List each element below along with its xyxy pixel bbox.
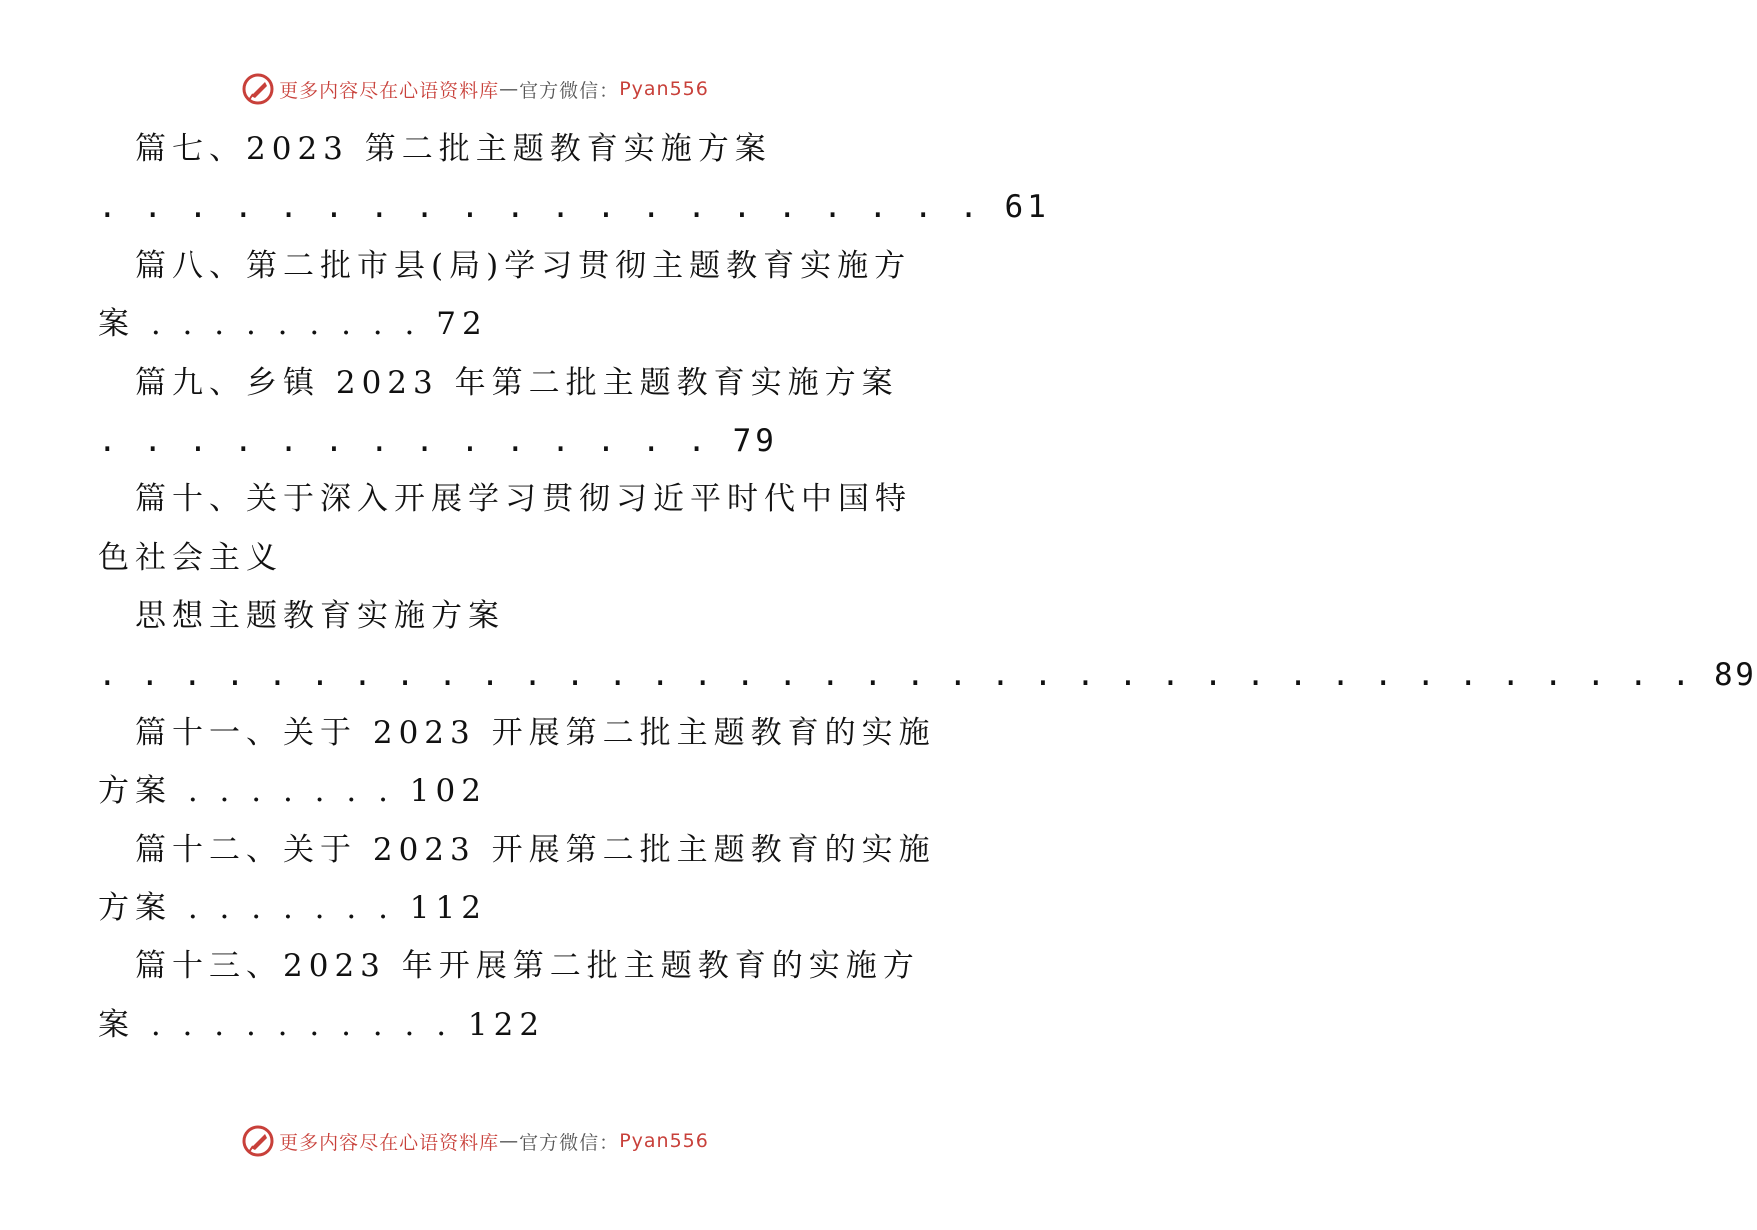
toc-line: 案 . . . . . . . . . . 122	[98, 1006, 546, 1043]
toc-leader-page: . . . . . . . . . . . . . . . . . . . . . . . . . . . . . . . . . . . . . . 89	[98, 656, 1757, 693]
toc-line: 案 . . . . . . . . . 72	[98, 306, 488, 343]
toc-leader-page: . . . . . . . . . . . . . . 79	[98, 422, 778, 459]
watermark-header	[0, 72, 950, 106]
toc-line: 色社会主义	[98, 539, 283, 576]
watermark-footer	[0, 1124, 950, 1158]
watermark-text: 更多内容尽在心语资料库	[279, 79, 500, 102]
toc-line: 篇八、第二批市县(局)学习贯彻主题教育实施方	[135, 247, 912, 284]
toc-line: 篇十三、2023 年开展第二批主题教育的实施方	[135, 948, 920, 985]
watermark-dash: —	[499, 78, 520, 100]
toc-leader-page: . . . . . . . . . . . . . . . . . . . . 61	[98, 189, 1050, 226]
toc-line: 思想主题教育实施方案	[135, 598, 505, 635]
toc-line: 篇十二、关于 2023 开展第二批主题教育的实施	[135, 831, 936, 868]
watermark-dash: —	[499, 1130, 520, 1152]
toc-line: 篇十、关于深入开展学习贯彻习近平时代中国特	[135, 481, 912, 518]
watermark-wechat-label: 官方微信：	[519, 1131, 620, 1154]
watermark-wechat-id: Pyan556	[619, 1130, 709, 1152]
toc-line: 方案 . . . . . . . 112	[98, 890, 487, 927]
toc-line: 篇十一、关于 2023 开展第二批主题教育的实施	[135, 714, 936, 751]
watermark-wechat-id: Pyan556	[619, 78, 709, 100]
toc-line: 篇七、2023 第二批主题教育实施方案	[135, 131, 772, 167]
quill-logo-icon	[241, 72, 275, 106]
quill-logo-icon	[241, 1124, 275, 1158]
table-of-contents	[98, 120, 1757, 1054]
toc-line: 方案 . . . . . . . 102	[98, 773, 487, 810]
watermark-wechat-label: 官方微信：	[519, 79, 620, 102]
toc-line: 篇九、乡镇 2023 年第二批主题教育实施方案	[135, 364, 899, 401]
watermark-text: 更多内容尽在心语资料库	[279, 1131, 500, 1154]
